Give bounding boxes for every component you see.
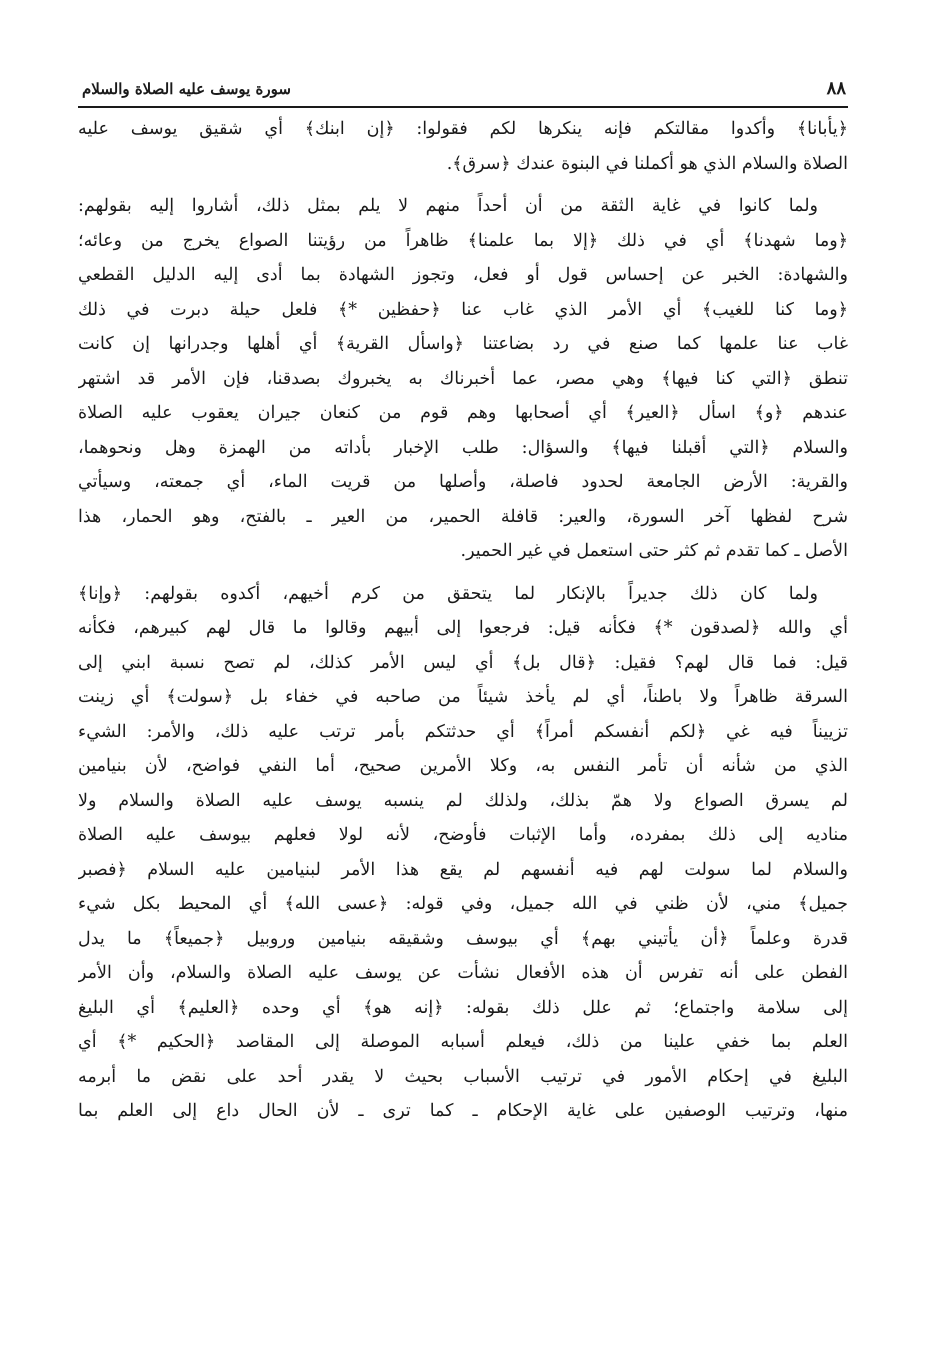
text-line: الذي من شأنه أن تأمر النفس به، وكلا الأمرين صحيح، أما النفي فواضح، لأن بنيامين: [78, 756, 848, 776]
text-line: العلم بما خفي علينا من ذلك، فيعلم أسبابه الموصلة إلى المقاصد ﴿الحكيم *﴾ أي: [78, 1032, 848, 1052]
text-line: شرح لفظها آخر السورة، والعير: قافلة الحمير، من العير ـ بالفتح، وهو الحمار، هذا: [78, 506, 848, 527]
text-line: الصلاة والسلام الذي هو أكملنا في البنوة عندك ﴿سرق﴾.: [446, 153, 848, 174]
page: [78, 76, 848, 1129]
text-line: إلى سلامة واجتماع؛ ثم علل ذلك بقوله: ﴿إنه هو﴾ أي وحده ﴿العليم﴾ أي البليغ: [78, 997, 848, 1018]
text-line: منها، وترتيب الوصفين على غاية الإحكام ـ كما ترى ـ لأن الحال داع إلى العلم بما: [78, 1101, 848, 1121]
text-line: غاب عنا علمها كما صنع في رد بضاعتنا ﴿واسأل القرية﴾ أي أهلها وجدرانها إن كانت: [78, 334, 848, 354]
text-line: البليغ في إحكام الأمور في ترتيب الأسباب بحيث لا يقدر أحد على نقض ما أبرمه: [78, 1066, 848, 1087]
text-line: والسلام ﴿التي أقبلنا فيها﴾ والسؤال: طلب الإخبار بأداته من الهمزة وهل ونحوهما،: [78, 437, 848, 458]
paragraph-3: [78, 577, 848, 1129]
running-title: سورة يوسف عليه الصلاة والسلام: [82, 80, 291, 98]
text-line: لم يسرق الصواع ولا همّ بذلك، ولذلك لم ينسبه يوسف عليه الصلاة والسلام ولا: [78, 790, 848, 811]
paragraph-2: [78, 189, 848, 569]
text-line: عندهم ﴿و﴾ اسأل ﴿العير﴾ أي أصحابها وهم قوم من كنعان جيران يعقوب عليه الصلاة: [78, 403, 848, 423]
text-line: ﴿وما كنا للغيب﴾ أي الأمر الذي غاب عنا ﴿حفظين *﴾ فلعل حيلة دبرت في ذلك: [78, 299, 848, 320]
text-line: الأصل ـ كما تقدم ثم كثر حتى استعمل في غير الحمير.: [460, 541, 848, 561]
page-number: ٨٨: [826, 78, 846, 99]
text-line: تنطق ﴿التي كنا فيها﴾ وهي مصر، عما أخبرناك به يخبروك بصدقنا، فإن الأمر قد اشتهر: [78, 368, 848, 389]
text-line: تزييناً فيه غي ﴿لكم أنفسكم أمراً﴾ أي حدثتكم بأمر ترتب عليه ذلك، والأمر: الشيء: [78, 721, 848, 742]
text-line: قدرة وعلماً ﴿أن يأتيني بهم﴾ أي بيوسف وشقيقه بنيامين وروبيل ﴿جميعاً﴾ ما يدل: [78, 928, 848, 949]
text-line: جميل﴾ مني، لأن ظني في الله جميل، وفي قوله: ﴿عسى الله﴾ أي المحيط بكل شيء: [78, 894, 848, 914]
text-line: مناديه إلى ذلك بمفرده، وأما الإثبات فأوضح، لأنه لولا فعلهم بيوسف عليه الصلاة: [78, 825, 848, 845]
text-body: [78, 112, 848, 1129]
text-line: والسلام لما سولت لهم فيه أنفسهم لم يقع هذا الأمر لبنيامين عليه السلام ﴿فصبر: [78, 859, 848, 880]
text-line: الفطن على أنه تفرس أن هذه الأفعال نشأت عن يوسف عليه الصلاة والسلام، وأن الأمر: [78, 963, 848, 983]
text-line: والشهادة: الخبر عن إحساس قول أو فعل، وتجوز الشهادة بما أدى إليه الدليل القطعي: [78, 265, 848, 285]
page-header: [78, 76, 848, 108]
text-line: ﴿وما شهدنا﴾ أي في ذلك ﴿إلا بما علمنا﴾ ظاهراً من رؤيتنا الصواع يخرج من وعائه؛: [78, 230, 848, 251]
text-line: ولما كانوا في غاية الثقة من أن أحداً منهم لا يلم بمثل ذلك، أشاروا إليه بقولهم:: [78, 196, 818, 216]
text-line: قيل: فما قال لهم؟ فقيل: ﴿قال بل﴾ أي ليس الأمر كذلك، لم تصح نسبة ابني إلى: [78, 652, 848, 673]
text-line: السرقة ظاهراً ولا باطناً، أي لم يأخذ شيئاً من صاحبه في خفاء بل ﴿سولت﴾ أي زينت: [78, 687, 848, 707]
paragraph-1: [78, 112, 848, 181]
text-line: والقرية: الأرض الجامعة لحدود فاصلة، وأصلها من قريت الماء، أي جمعته، وسيأتي: [78, 472, 848, 492]
text-line: أي والله ﴿لصدقون *﴾ فكأنه قيل: فرجعوا إلى أبيهم وقالوا ما قال لهم كبيرهم، فكأنه: [78, 618, 848, 638]
text-line: ﴿يأبانا﴾ وأكدوا مقالتكم فإنه ينكرها لكم فقولوا: ﴿إن ابنك﴾ أي شقيق يوسف عليه: [78, 119, 848, 139]
text-line: ولما كان ذلك جديراً بالإنكار لما يتحقق من كرم أخيهم، أكدوه بقولهم: ﴿وإنا﴾: [78, 583, 818, 604]
